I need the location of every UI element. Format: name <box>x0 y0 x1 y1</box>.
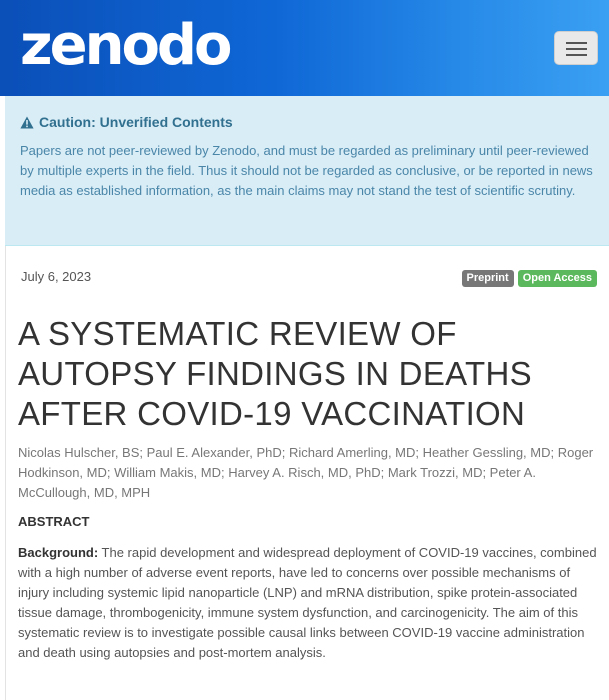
zenodo-logo[interactable]: zenodo <box>20 13 230 78</box>
abstract-heading: ABSTRACT <box>18 514 90 529</box>
abstract-body <box>18 543 601 663</box>
caution-text: Papers are not peer-reviewed by Zenodo, and must be regarded as preliminary until peer-reviewed by multiple experts in the field. Thus it should not be regarded as conclusive, or be reported in news media as established information, as the main claims may not stand the test of scientific scrutiny. <box>20 143 593 198</box>
caution-title <box>20 114 233 130</box>
hamburger-menu-button[interactable] <box>554 31 598 65</box>
record-content <box>5 246 609 700</box>
caution-banner <box>5 96 609 246</box>
caution-title-text: Caution: Unverified Contents <box>39 114 233 130</box>
record-title: A SYSTEMATIC REVIEW OF AUTOPSY FINDINGS IN DEATHS AFTER COVID-19 VACCINATION <box>18 315 532 432</box>
preprint-badge: Preprint <box>462 270 514 287</box>
site-header <box>0 0 609 96</box>
author-list: Nicolas Hulscher, BS; Paul E. Alexander, PhD; Richard Amerling, MD; Heather Gessling, MD; Roger Hodkinson, MD; William Makis, MD; Harvey A. Risch, MD, PhD; Mark Trozzi, MD; Peter A. McCullough, MD, MPH <box>18 445 594 500</box>
warning-icon <box>20 116 34 129</box>
publication-date: July 6, 2023 <box>21 269 92 284</box>
abstract-background-label: Background: <box>18 545 99 560</box>
abstract-background-text: The rapid development and widespread deployment of COVID-19 vaccines, combined with a high number of adverse event reports, have led to concerns over possible mechanisms of injury including systemic lipid nanoparticle (LNP) and mRNA distribution, spike protein-associated tissue damage, thrombogenicity, immune system dysfunction, and carcinogenicity. The aim of this systematic review is to investigate possible causal links between COVID-19 vaccine administration and death using autopsies and post-mortem analysis. <box>18 545 597 660</box>
badge-group <box>462 270 597 287</box>
open-access-badge: Open Access <box>518 270 597 287</box>
